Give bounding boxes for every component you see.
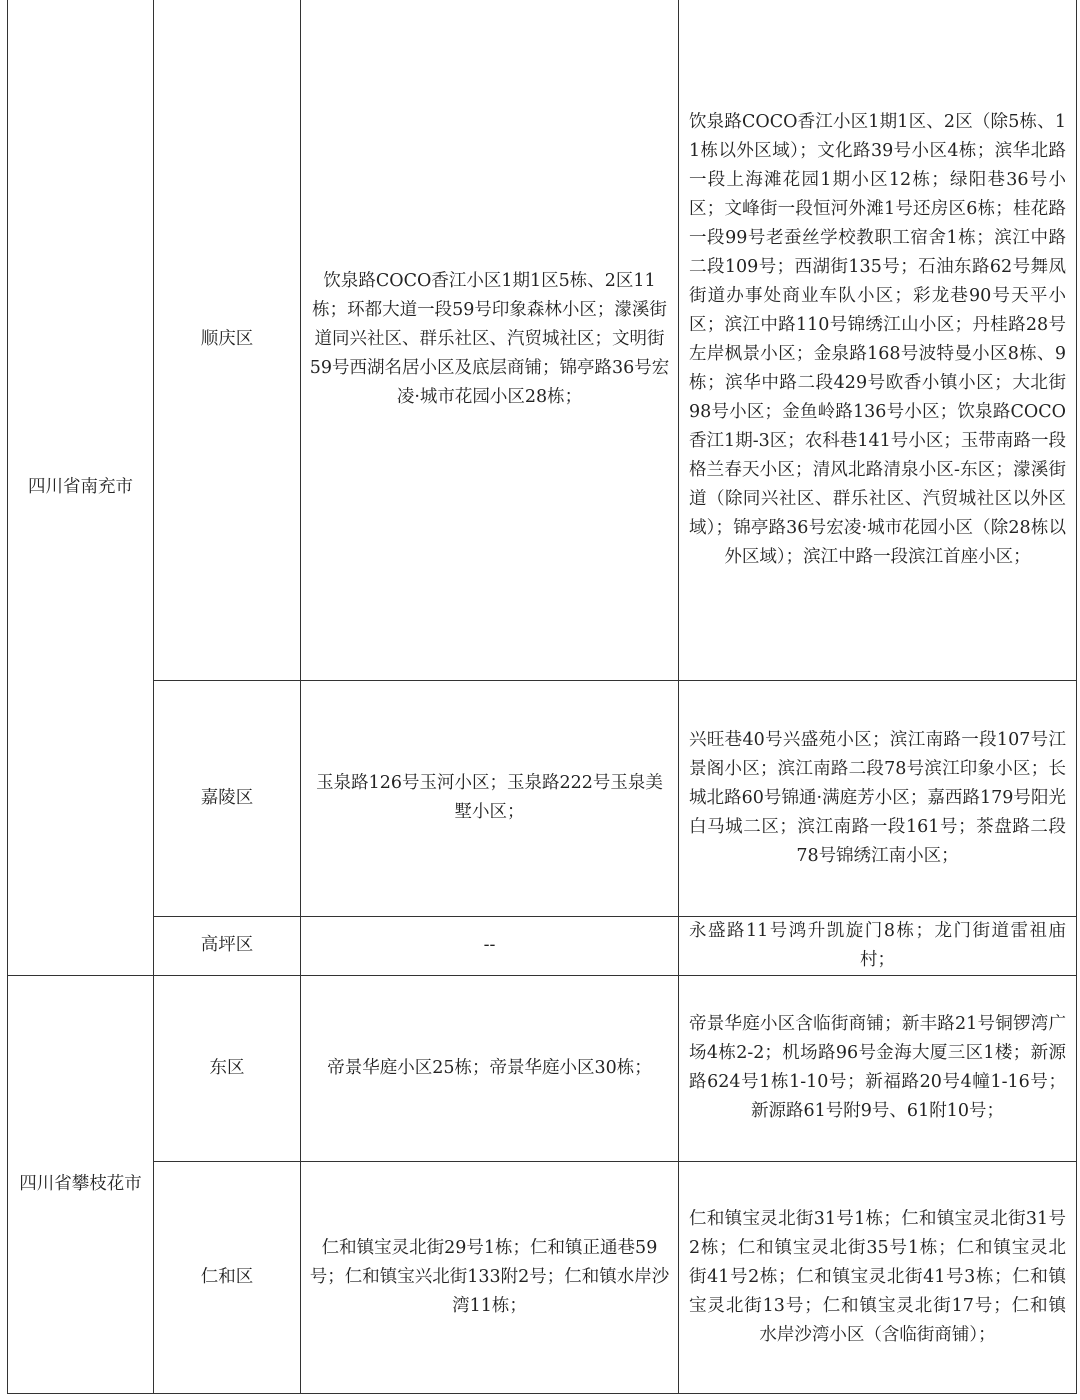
area-list-cell: 玉泉路126号玉河小区；玉泉路222号玉泉美墅小区； [301, 680, 679, 916]
province-cell: 四川省攀枝花市 [8, 975, 154, 1393]
area-list-cell: -- [301, 916, 679, 975]
district-cell: 嘉陵区 [154, 680, 301, 916]
area-list-cell: 帝景华庭小区25栋；帝景华庭小区30栋； [301, 975, 679, 1161]
area-list-cell: 仁和镇宝灵北街31号1栋；仁和镇宝灵北街31号2栋；仁和镇宝灵北街35号1栋；仁和镇宝灵北街41号2栋；仁和镇宝灵北街41号3栋；仁和镇宝灵北街13号；仁和镇宝灵北街17号；仁和镇水岸沙湾小区（含临街商铺）； [679, 1161, 1077, 1393]
table-row [8, 1161, 1077, 1393]
risk-area-table [7, 0, 1077, 1394]
province-cell: 四川省南充市 [8, 0, 154, 975]
area-list-cell: 饮泉路COCO香江小区1期1区5栋、2区11栋；环都大道一段59号印象森林小区；濛溪街道同兴社区、群乐社区、汽贸城社区；文明街59号西湖名居小区及底层商铺；锦亭路36号宏凌·城市花园小区28栋； [301, 0, 679, 680]
area-list-cell: 兴旺巷40号兴盛苑小区；滨江南路一段107号江景阁小区；滨江南路二段78号滨江印象小区；长城北路60号锦通·满庭芳小区；嘉西路179号阳光白马城二区；滨江南路一段161号；茶盘路二段78号锦绣江南小区； [679, 680, 1077, 916]
district-cell: 东区 [154, 975, 301, 1161]
area-list-cell: 永盛路11号鸿升凯旋门8栋；龙门街道雷祖庙村； [679, 916, 1077, 975]
table-row [8, 975, 1077, 1161]
risk-area-table-frame [7, 0, 1076, 1400]
table-row [8, 916, 1077, 975]
area-list-cell: 仁和镇宝灵北街29号1栋；仁和镇正通巷59号；仁和镇宝兴北街133附2号；仁和镇水岸沙湾11栋； [301, 1161, 679, 1393]
area-list-cell: 饮泉路COCO香江小区1期1区、2区（除5栋、11栋以外区域）；文化路39号小区4栋；滨华北路一段上海滩花园1期小区12栋；绿阳巷36号小区；文峰街一段恒河外滩1号还房区6栋；桂花路一段99号老蚕丝学校教职工宿舍1栋；滨江中路二段109号；西湖街135号；石油东路62号舞凤街道办事处商业车队小区；彩龙巷90号天平小区；滨江中路110号锦绣江山小区；丹桂路28号左岸枫景小区；金泉路168号波特曼小区8栋、9栋；滨华中路二段429号欧香小镇小区；大北街98号小区；金鱼岭路136号小区；饮泉路COCO香江1期-3区；农科巷141号小区；玉带南路一段格兰春天小区；清风北路清泉小区-东区；濛溪街道（除同兴社区、群乐社区、汽贸城社区以外区域）；锦亭路36号宏凌·城市花园小区（除28栋以外区域）；滨江中路一段滨江首座小区； [679, 0, 1077, 680]
table-row [8, 0, 1077, 680]
table-row [8, 680, 1077, 916]
area-list-cell: 帝景华庭小区含临街商铺；新丰路21号铜锣湾广场4栋2-2；机场路96号金海大厦三区1楼；新源路624号1栋1-10号；新福路20号4幢1-16号；新源路61号附9号、61附10号； [679, 975, 1077, 1161]
district-cell: 仁和区 [154, 1161, 301, 1393]
district-cell: 顺庆区 [154, 0, 301, 680]
district-cell: 高坪区 [154, 916, 301, 975]
